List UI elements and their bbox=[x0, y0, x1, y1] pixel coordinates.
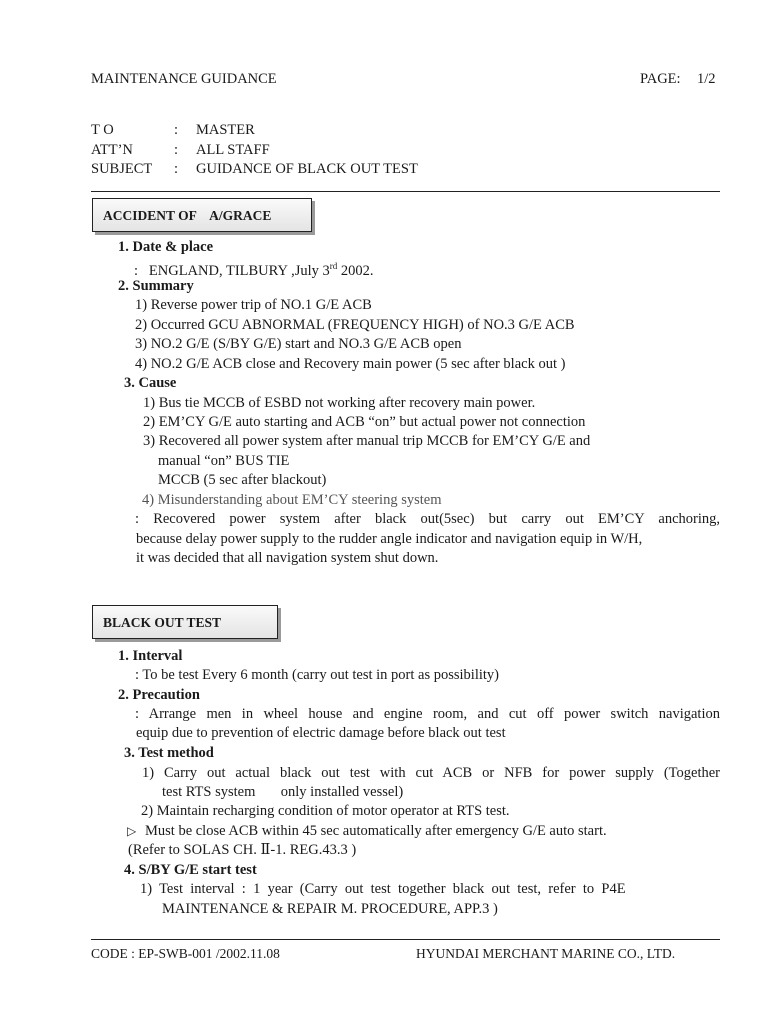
cause-note-line: it was decided that all navigation system shut down. bbox=[136, 550, 439, 566]
attn-value: ALL STAFF bbox=[196, 142, 270, 158]
requirement-note: Must be close ACB within 45 sec automatically after emergency G/E auto start. bbox=[145, 823, 607, 839]
cause-item: 2) EM’CY G/E auto starting and ACB “on” but actual power not connection bbox=[143, 414, 586, 430]
interval-heading: 1. Interval bbox=[118, 648, 183, 664]
accident-section-box bbox=[92, 198, 312, 232]
precaution-line: : Arrange men in wheel house and engine room, and cut off power switch navigation bbox=[135, 706, 720, 722]
blackout-section-box bbox=[92, 605, 278, 639]
date-place-value: : ENGLAND, TILBURY ,July 3rd 2002. bbox=[134, 261, 374, 279]
cause-item-continued: MCCB (5 sec after blackout) bbox=[158, 472, 327, 488]
header-divider bbox=[91, 191, 720, 192]
test-method-heading: 3. Test method bbox=[124, 745, 214, 761]
cause-note-line: : Recovered power system after black out(5sec) but carry out EM’CY anchoring, bbox=[135, 511, 720, 527]
cause-item: 4) Misunderstanding about EM’CY steering system bbox=[142, 492, 442, 508]
cause-item: 1) Bus tie MCCB of ESBD not working after recovery main power. bbox=[143, 395, 536, 411]
summary-item: 1) Reverse power trip of NO.1 G/E ACB bbox=[135, 297, 372, 313]
cause-item-continued: manual “on” BUS TIE bbox=[158, 453, 290, 469]
interval-value: : To be test Every 6 month (carry out test in port as possibility) bbox=[135, 667, 499, 683]
summary-item: 3) NO.2 G/E (S/BY G/E) start and NO.3 G/E ACB open bbox=[135, 336, 462, 352]
footer-divider bbox=[91, 939, 720, 940]
precaution-heading: 2. Precaution bbox=[118, 687, 200, 703]
sby-test-heading: 4. S/BY G/E start test bbox=[124, 862, 257, 878]
to-colon: : bbox=[174, 122, 179, 138]
company-name: HYUNDAI MERCHANT MARINE CO., LTD. bbox=[416, 946, 676, 961]
summary-heading: 2. Summary bbox=[118, 278, 194, 294]
triangle-bullet-icon: ▷ bbox=[127, 824, 137, 838]
document-code: CODE : EP-SWB-001 /2002.11.08 bbox=[91, 946, 280, 961]
precaution-line: equip due to prevention of electric damage before black out test bbox=[136, 725, 506, 741]
to-label: T O bbox=[91, 122, 114, 138]
test-method-item: 2) Maintain recharging condition of motor operator at RTS test. bbox=[141, 803, 510, 819]
attn-label: ATT’N bbox=[91, 142, 133, 158]
page-label: PAGE: bbox=[640, 71, 681, 87]
accident-section-title: ACCIDENT OF A/GRACE bbox=[103, 208, 272, 223]
summary-item: 4) NO.2 G/E ACB close and Recovery main power (5 sec after black out ) bbox=[135, 356, 566, 372]
subject-colon: : bbox=[174, 161, 179, 177]
sby-test-item-continued: MAINTENANCE & REPAIR M. PROCEDURE, APP.3 ) bbox=[162, 901, 498, 917]
test-method-item-continued: test RTS system only installed vessel) bbox=[162, 784, 404, 800]
summary-item: 2) Occurred GCU ABNORMAL (FREQUENCY HIGH) of NO.3 G/E ACB bbox=[135, 317, 575, 333]
attn-colon: : bbox=[174, 142, 179, 158]
blackout-section-title: BLACK OUT TEST bbox=[103, 615, 222, 630]
document-title: MAINTENANCE GUIDANCE bbox=[91, 71, 277, 87]
solas-reference: (Refer to SOLAS CH. Ⅱ-1. REG.43.3 ) bbox=[128, 842, 357, 858]
test-method-item: 1) Carry out actual black out test with cut ACB or NFB for power supply (Together bbox=[142, 765, 720, 781]
to-value: MASTER bbox=[196, 122, 255, 138]
cause-note-line: because delay power supply to the rudder angle indicator and navigation equip in W/H, bbox=[136, 531, 643, 547]
page-number: 1/2 bbox=[697, 71, 716, 87]
subject-value: GUIDANCE OF BLACK OUT TEST bbox=[196, 161, 418, 177]
date-place-heading: 1. Date & place bbox=[118, 239, 214, 255]
cause-heading: 3. Cause bbox=[124, 375, 177, 391]
subject-label: SUBJECT bbox=[91, 161, 153, 177]
sby-test-item: 1) Test interval : 1 year (Carry out test together black out test, refer to P4E bbox=[140, 881, 626, 897]
cause-item: 3) Recovered all power system after manual trip MCCB for EM’CY G/E and bbox=[143, 433, 591, 449]
